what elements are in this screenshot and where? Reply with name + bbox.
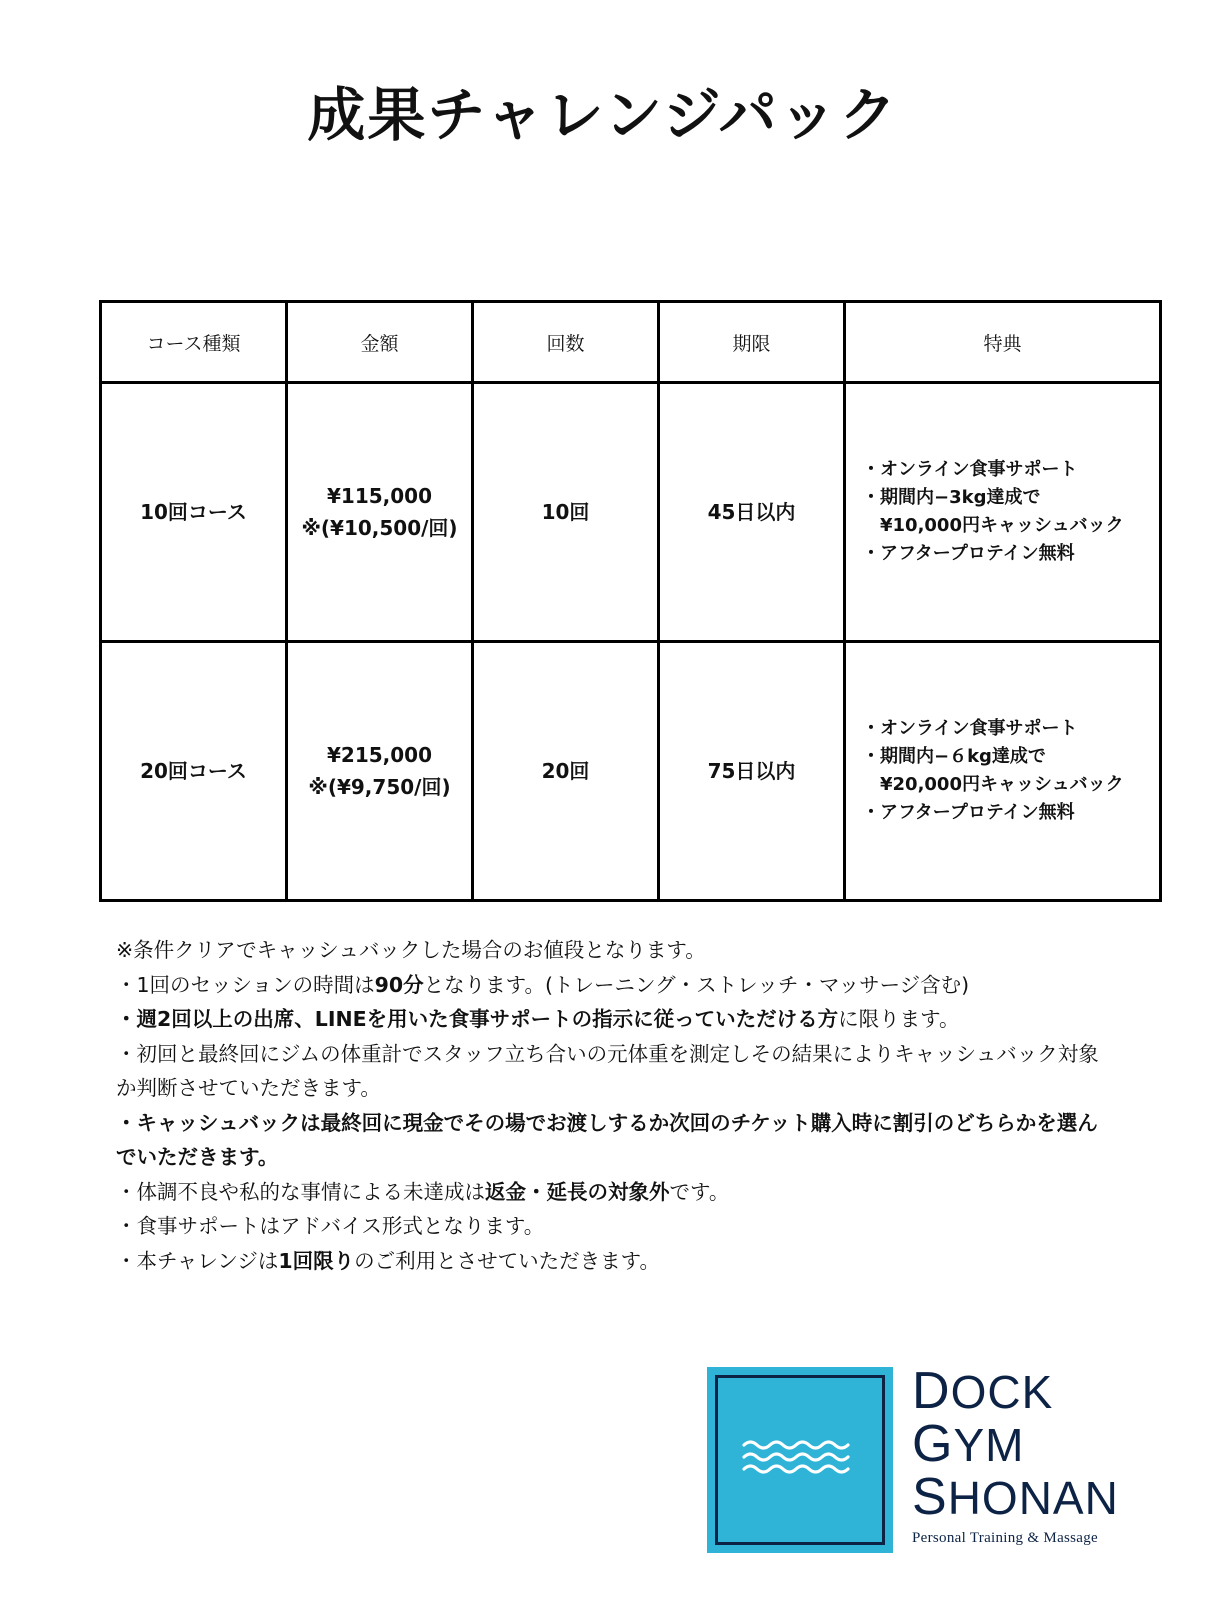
logo-word-dock: DOCK <box>912 1362 1054 1420</box>
note-emphasis: 90分 <box>374 972 424 997</box>
perks-cell <box>845 383 1161 642</box>
note-item: ・初回と最終回にジムの体重計でスタッフ立ち合いの元体重を測定しその結果によりキャッシュバック対象か判断させていただきます。 <box>116 1041 1099 1100</box>
logo-word-gym: GYM <box>912 1415 1025 1473</box>
note-text: のご利用とさせていただきます。 <box>354 1248 660 1273</box>
perk-item: ・オンライン食事サポート <box>862 718 1078 739</box>
note-item <box>116 1002 1106 1037</box>
note-emphasis: ・週2回以上の出席、LINEを用いた食事サポートの指示に従っていただける方 <box>116 1007 839 1031</box>
perk-item: ¥10,000円キャッシュバック <box>862 515 1124 536</box>
note-text: です。 <box>669 1179 730 1204</box>
table-header-row <box>101 302 1161 383</box>
logo-wordmark <box>912 1362 1119 1547</box>
logo-tagline: Personal Training & Massage <box>912 1530 1099 1546</box>
table-row <box>101 642 1161 901</box>
perk-item: ・期間内−3kg達成で <box>862 487 1041 508</box>
note-item: ※条件クリアでキャッシュバックした場合のお値段となります。 <box>116 938 706 962</box>
logo-word-shonan: SHONAN <box>912 1468 1119 1526</box>
note-item <box>116 1244 1106 1279</box>
header-course-type: コース種類 <box>101 302 287 383</box>
perk-item: ・オンライン食事サポート <box>862 459 1078 480</box>
brand-logo <box>707 1362 1167 1557</box>
waves-icon <box>742 1437 852 1481</box>
price-cell <box>287 642 473 901</box>
session-count: 20回 <box>473 642 659 901</box>
note-text: となります。(トレーニング・ストレッチ・マッサージ含む) <box>423 972 970 997</box>
logo-mark <box>707 1367 893 1553</box>
header-limit: 期限 <box>659 302 845 383</box>
note-text: ・本チャレンジは <box>116 1248 279 1273</box>
note-text: ・1回のセッションの時間は <box>116 972 375 997</box>
page-title: 成果チャレンジパック <box>307 81 899 149</box>
note-item: ・食事サポートはアドバイス形式となります。 <box>116 1214 545 1238</box>
course-name: 10回コース <box>101 383 287 642</box>
perks-cell <box>845 642 1161 901</box>
note-item <box>116 1106 1106 1175</box>
time-limit: 45日以内 <box>659 383 845 642</box>
price-value: ¥115,000 <box>326 484 432 508</box>
perk-item: ・アフタープロテイン無料 <box>862 802 1075 823</box>
time-limit: 75日以内 <box>659 642 845 901</box>
header-perks: 特典 <box>845 302 1161 383</box>
note-text: ・体調不良や私的な事情による未達成は <box>116 1179 485 1204</box>
header-price: 金額 <box>287 302 473 383</box>
note-emphasis: ・キャッシュバックは最終回に現金でその場でお渡しするか次回のチケット購入時に割引のどちらかを選んでいただきます。 <box>116 1110 1098 1169</box>
price-per-session: ※(¥10,500/回) <box>301 516 458 540</box>
perk-item: ・期間内−６kg達成で <box>862 746 1046 767</box>
note-item <box>116 1175 1106 1210</box>
note-text: に限ります。 <box>838 1007 960 1031</box>
session-count: 10回 <box>473 383 659 642</box>
note-emphasis: 返金・延長の対象外 <box>485 1179 670 1204</box>
notes-section <box>116 933 1106 1278</box>
note-item <box>116 968 1106 1003</box>
price-value: ¥215,000 <box>326 743 432 767</box>
table-row <box>101 383 1161 642</box>
perk-item: ・アフタープロテイン無料 <box>862 543 1075 564</box>
price-cell <box>287 383 473 642</box>
pricing-table <box>99 300 1162 902</box>
price-per-session: ※(¥9,750/回) <box>308 775 451 799</box>
header-count: 回数 <box>473 302 659 383</box>
course-name: 20回コース <box>101 642 287 901</box>
perk-item: ¥20,000円キャッシュバック <box>862 774 1124 795</box>
note-emphasis: 1回限り <box>278 1248 355 1273</box>
